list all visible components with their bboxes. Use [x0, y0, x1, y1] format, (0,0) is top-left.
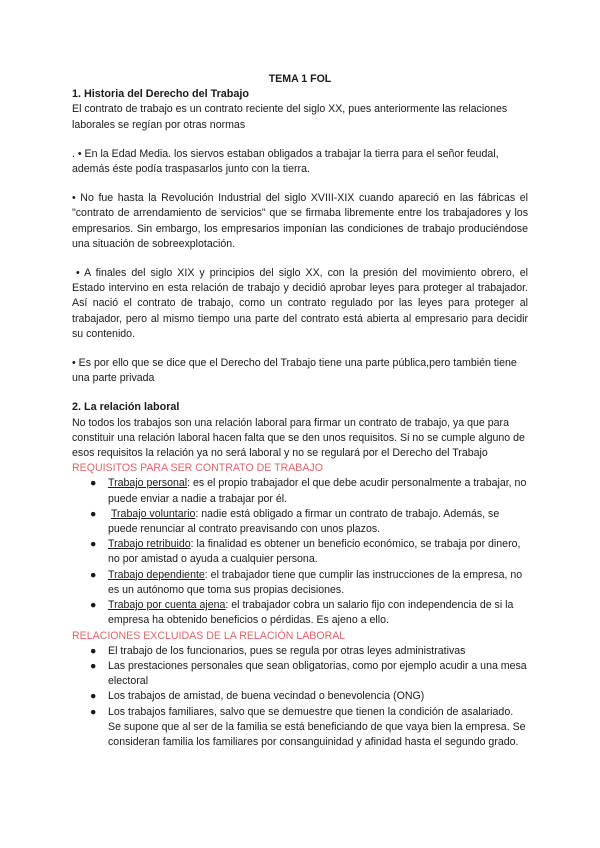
bullet-icon: ● [90, 507, 97, 520]
requirement-text: : el trabajador cobra un salario fijo con independencia de si la empresa ha obtenido beneficios o pérdidas. Es ajeno a ello. [108, 599, 514, 627]
history-paragraph-middle-ages: . • En la Edad Media. los siervos estaban obligados a trabajar la tierra para el señor feudal, además éste podía traspasarlos junto con la tierra. [72, 147, 499, 176]
requirement-text: : el trabajador tiene que cumplir las instrucciones de la empresa, no es un autónomo que toma sus propias decisiones. [108, 568, 523, 596]
requirement-term: Trabajo voluntario [110, 507, 196, 520]
excluded-heading: RELACIONES EXCLUIDAS DE LA RELACIÓN LABORAL [72, 629, 346, 642]
bullet-icon: ● [90, 644, 97, 657]
list-item [72, 644, 528, 659]
spacer [72, 177, 528, 191]
requirement-term: Trabajo dependiente [108, 568, 205, 581]
requirements-list [72, 476, 528, 628]
section-2-heading: 2. La relación laboral [72, 401, 180, 414]
history-paragraph-labour-movement: • A finales del siglo XIX y principios del siglo XX, con la presión del movimiento obrero, el Estado intervino en esta relación de trabajo y decidió aprobar leyes para proteger al trabajador. Así nació el contrato de trabajo, como un contrato regulado por las leyes para proteger al trabajador, pero al mismo tiempo una parte del contrato está abierta al empresario para decidir su contenido. [72, 267, 528, 340]
bullet-icon: ● [90, 599, 97, 612]
bullet-icon: ● [90, 538, 97, 551]
excluded-text: Las prestaciones personales que sean obligatorias, como por ejemplo acudir a una mesa electoral [108, 659, 527, 688]
excluded-text: Los trabajos familiares, salvo que se demuestre que tienen la condición de asalariado. Se supone que al ser de la familia se está beneficiando de que vaya bien la empresa. Se consideran familia los familiares por consanguinidad y afinidad hasta el segundo grado. [108, 705, 526, 748]
list-item [72, 705, 528, 751]
section-1-heading: 1. Historia del Derecho del Trabajo [72, 88, 250, 101]
requirement-text: : nadie está obligado a firmar un contrato de trabajo. Además, se puede renunciar al contrato preavisando con unos plazos. [108, 507, 500, 536]
requirement-term: Trabajo personal [108, 477, 188, 490]
requirement-term: Trabajo por cuenta ajena [108, 599, 226, 612]
excluded-text: El trabajo de los funcionarios, pues se regula por otras leyes administrativas [108, 644, 466, 657]
section-2-intro: No todos los trabajos son una relación laboral para firmar un contrato de trabajo, ya que para constituir una relación laboral hacen falta que se den unos requisitos. Si no se cumple alguno de esos requisitos la relación ya no será laboral y no se regulará por el Derecho del Trabajo [72, 416, 525, 460]
document-page [72, 72, 528, 750]
list-item [72, 568, 528, 598]
spacer [72, 386, 528, 400]
list-item [72, 689, 528, 704]
history-paragraph-public-private: • Es por ello que se dice que el Derecho del Trabajo tiene una parte pública,pero también tiene una parte privada [72, 357, 517, 385]
bullet-icon: ● [90, 659, 97, 672]
bullet-icon: ● [90, 690, 97, 703]
requirement-term: Trabajo retribuido [108, 538, 191, 551]
requirement-text: : es el propio trabajador el que debe acudir personalmente a trabajar, no puede enviar a nadie a trabajar por él. [108, 477, 527, 505]
bullet-icon: ● [90, 477, 97, 490]
spacer [72, 252, 528, 266]
list-item [72, 476, 528, 506]
spacer [72, 133, 528, 147]
document-title: TEMA 1 FOL [268, 73, 332, 85]
list-item [72, 507, 528, 537]
list-item [72, 537, 528, 567]
requirement-text: : la finalidad es obtener un beneficio económico, se trabaja por dinero, no por amistad o ayuda a cualquier persona. [108, 538, 521, 566]
list-item [72, 659, 528, 689]
bullet-icon: ● [90, 705, 97, 718]
history-paragraph-industrial-revolution: • No fue hasta la Revolución Industrial del siglo XVIII-XIX cuando apareció en las fábricas el "contrato de arrendamiento de servicios" que se firmaba libremente entre los trabajadores y los empresarios. Sin embargo, los empresarios imponían las condiciones de trabajo produciéndose una situación de sobreexplotación. [72, 192, 528, 250]
section-1-intro: El contrato de trabajo es un contrato reciente del siglo XX, pues anteriormente las relaciones laborales se regían por otras normas [72, 103, 508, 131]
bullet-icon: ● [90, 568, 97, 581]
excluded-text: Los trabajos de amistad, de buena vecindad o benevolencia (ONG) [108, 690, 425, 703]
spacer [72, 342, 528, 356]
list-item [72, 598, 528, 628]
excluded-list [72, 644, 528, 750]
requirements-heading: REQUISITOS PARA SER CONTRATO DE TRABAJO [72, 462, 323, 475]
